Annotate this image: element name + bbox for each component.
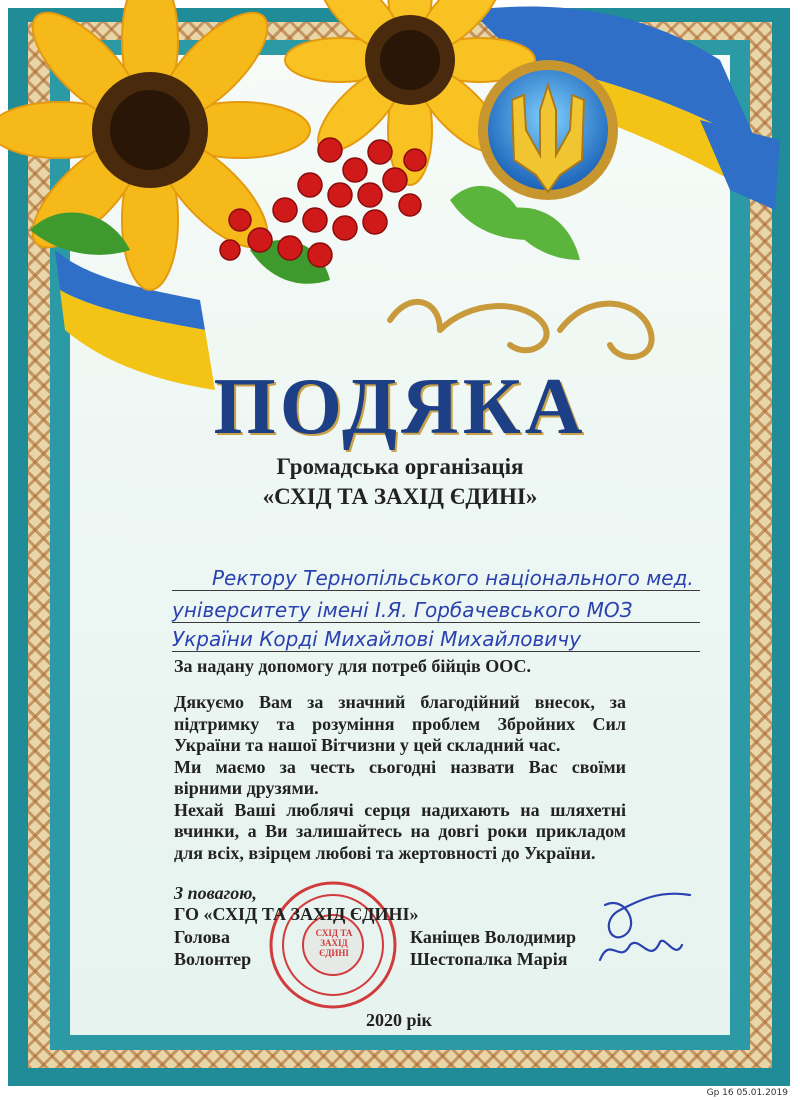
paragraph-3: Нехай Ваші люблячі серця надихають на шляхетні вчинки, а Ви залишайтесь на довгі роки прикладом для всіх, взірцем любові та жертовності до України. bbox=[174, 799, 626, 863]
underline-3 bbox=[172, 651, 700, 652]
recipient-line-3: України Корді Михайлові Михайловичу bbox=[172, 627, 581, 651]
name-head: Каніщев Володимир bbox=[410, 927, 577, 947]
paragraph-2: Ми маємо за честь сьогодні назвати Вас своїми вірними друзями. bbox=[174, 756, 626, 798]
role-volunteer: Волонтер bbox=[174, 949, 252, 969]
organization-type: Громадська організація bbox=[276, 454, 524, 479]
gold-ornament bbox=[390, 302, 652, 357]
signature-org: ГО «СХІД ТА ЗАХІД ЄДИНІ» bbox=[174, 904, 419, 924]
trident-emblem-icon bbox=[478, 60, 618, 200]
handwritten-signature-icon bbox=[600, 894, 690, 960]
organization-name: «СХІД ТА ЗАХІД ЄДИНІ» bbox=[262, 484, 538, 509]
name-volunteer: Шестопалка Марія bbox=[410, 949, 568, 969]
recipient-line-2: університету імені І.Я. Горбачевського МОЗ bbox=[172, 598, 633, 622]
regards-text: З повагою, bbox=[174, 883, 257, 903]
reason-text: За надану допомогу для потреб бійців ООС. bbox=[174, 656, 532, 676]
stamp-center-text: СХІД ТА ЗАХІД ЄДИНІ bbox=[315, 928, 353, 958]
paragraph-1: Дякуємо Вам за значний благодійний внесок, за підтримку та розуміння проблем Збройних Сил України та нашої Вітчизни у цей складний час. bbox=[174, 692, 626, 755]
certificate-title: ПОДЯКА bbox=[213, 363, 587, 451]
footer-code: Gp 16 05.01.2019 bbox=[706, 1088, 788, 1098]
underline-1 bbox=[172, 590, 700, 591]
recipient-line-1: Ректору Тернопільського національного мед. bbox=[212, 566, 694, 590]
underline-2 bbox=[172, 622, 700, 623]
role-head: Голова bbox=[174, 927, 231, 947]
body-paragraphs bbox=[174, 692, 626, 864]
year-text: 2020 рік bbox=[366, 1010, 432, 1030]
